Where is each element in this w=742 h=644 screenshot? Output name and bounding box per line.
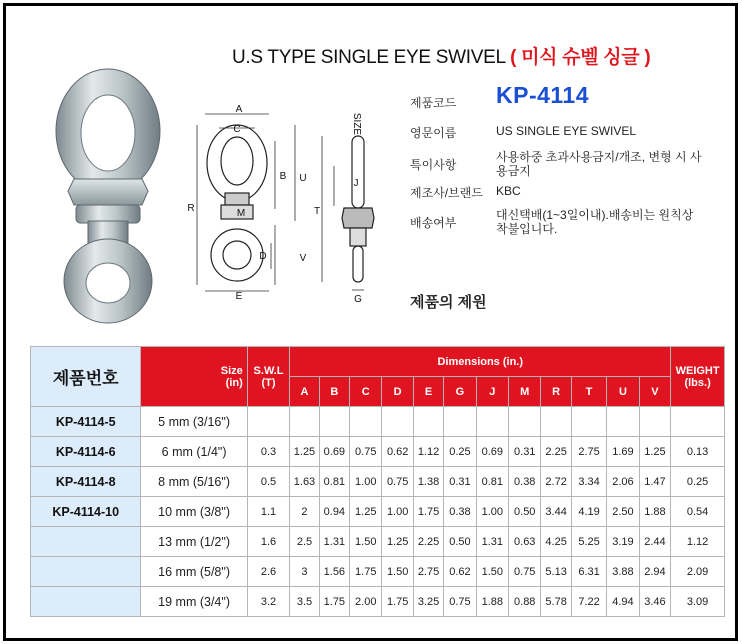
swl-cell: 3.2 xyxy=(247,587,290,617)
model-cell: KP-4114-6 xyxy=(31,437,141,467)
spec-key: 특이사항 xyxy=(410,158,457,172)
swl-cell: 0.3 xyxy=(247,437,290,467)
dim-cell: 3.5 xyxy=(290,587,319,617)
dim-cell: 0.31 xyxy=(509,437,541,467)
size-cell: 8 mm (5/16") xyxy=(141,467,247,497)
dim-column-header: E xyxy=(413,377,443,407)
dim-cell: 1.25 xyxy=(290,437,319,467)
dim-cell: 2.50 xyxy=(607,497,639,527)
size-cell: 10 mm (3/8") xyxy=(141,497,247,527)
dim-cell: 2.44 xyxy=(639,527,671,557)
dim-column-header: R xyxy=(541,377,571,407)
dim-cell: 0.75 xyxy=(509,557,541,587)
page-title xyxy=(232,42,650,69)
dim-cell xyxy=(509,407,541,437)
dim-cell: 2 xyxy=(290,497,319,527)
dim-cell: 1.00 xyxy=(382,497,413,527)
dim-column-header: D xyxy=(382,377,413,407)
dim-cell: 2.25 xyxy=(413,527,443,557)
dim-column-header: V xyxy=(639,377,671,407)
dim-cell xyxy=(382,407,413,437)
spec-key: 배송여부 xyxy=(410,216,457,230)
dim-cell: 0.63 xyxy=(509,527,541,557)
dim-cell xyxy=(319,407,349,437)
dim-cell: 3.44 xyxy=(541,497,571,527)
dim-cell: 1.00 xyxy=(476,497,508,527)
dim-column-header: C xyxy=(350,377,382,407)
swl-cell xyxy=(247,407,290,437)
dim-label-u: U xyxy=(299,173,307,184)
dim-cell: 4.94 xyxy=(607,587,639,617)
size-column-header xyxy=(141,347,247,407)
dim-cell xyxy=(350,407,382,437)
dim-cell: 0.38 xyxy=(444,497,476,527)
dim-cell: 0.25 xyxy=(444,437,476,467)
dim-cell: 1.88 xyxy=(639,497,671,527)
dim-cell: 5.13 xyxy=(541,557,571,587)
swl-cell: 0.5 xyxy=(247,467,290,497)
swl-column-header xyxy=(247,347,290,407)
swl-header-line1: S.W.L xyxy=(253,364,284,377)
swl-cell: 1.1 xyxy=(247,497,290,527)
weight-header-line2: (lbs.) xyxy=(684,376,711,389)
dim-cell xyxy=(476,407,508,437)
dim-column-header: G xyxy=(444,377,476,407)
size-header-line1: Size xyxy=(220,364,243,377)
dim-column-header: U xyxy=(607,377,639,407)
dim-cell: 1.75 xyxy=(319,587,349,617)
dim-column-header: J xyxy=(476,377,508,407)
model-cell: KP-4114-8 xyxy=(31,467,141,497)
product-photo xyxy=(36,61,186,331)
dim-cell: 3 xyxy=(290,557,319,587)
dim-cell: 5.78 xyxy=(541,587,571,617)
dim-cell: 1.56 xyxy=(319,557,349,587)
dim-cell: 1.47 xyxy=(639,467,671,497)
dim-cell: 2.06 xyxy=(607,467,639,497)
dim-cell: 2.25 xyxy=(541,437,571,467)
weight-cell: 2.09 xyxy=(671,557,725,587)
dim-cell: 1.38 xyxy=(413,467,443,497)
size-cell: 19 mm (3/4") xyxy=(141,587,247,617)
table-heading: 제품의 제원 xyxy=(410,294,487,311)
dim-cell: 5.25 xyxy=(571,527,606,557)
spec-key: 영문이름 xyxy=(410,126,457,140)
dim-label-b: B xyxy=(279,171,287,182)
dim-label-g: G xyxy=(354,294,362,305)
dim-cell: 0.88 xyxy=(509,587,541,617)
spec-key: 제조사/브랜드 xyxy=(410,186,483,200)
table-row xyxy=(31,467,725,497)
dim-cell: 1.25 xyxy=(639,437,671,467)
weight-cell: 0.13 xyxy=(671,437,725,467)
spec-key: 제품코드 xyxy=(410,96,457,110)
spec-value: 대신택배(1~3일이내).배송비는 원칙상 착불입니다. xyxy=(496,208,694,236)
dim-cell: 1.50 xyxy=(476,557,508,587)
table-row xyxy=(31,587,725,617)
dim-column-header: T xyxy=(571,377,606,407)
model-cell: KP-4114-5 xyxy=(31,407,141,437)
dim-cell xyxy=(607,407,639,437)
dim-cell: 0.75 xyxy=(444,587,476,617)
dim-cell: 1.50 xyxy=(382,557,413,587)
title-korean: ( 미식 슈벨 싱글 ) xyxy=(510,47,651,68)
weight-cell xyxy=(671,407,725,437)
dim-label-r: R xyxy=(187,203,195,214)
spec-value: KBC xyxy=(496,184,521,198)
dim-cell: 0.75 xyxy=(382,467,413,497)
size-cell: 5 mm (3/16") xyxy=(141,407,247,437)
dim-label-size: SIZE xyxy=(351,112,362,136)
table-row xyxy=(31,497,725,527)
front-dimension-diagram xyxy=(187,101,311,306)
dim-cell: 2.94 xyxy=(639,557,671,587)
model-cell xyxy=(31,587,141,617)
swl-header-line2: (T) xyxy=(261,376,276,389)
dim-cell: 3.19 xyxy=(607,527,639,557)
dim-cell: 1.69 xyxy=(607,437,639,467)
weight-cell: 0.25 xyxy=(671,467,725,497)
dim-label-t: T xyxy=(313,206,321,217)
dim-cell: 0.94 xyxy=(319,497,349,527)
dim-cell: 1.31 xyxy=(476,527,508,557)
dim-cell: 6.31 xyxy=(571,557,606,587)
dim-column-header: M xyxy=(509,377,541,407)
dim-cell: 0.38 xyxy=(509,467,541,497)
swl-cell: 2.6 xyxy=(247,557,290,587)
dim-cell: 0.62 xyxy=(444,557,476,587)
dim-cell: 0.50 xyxy=(509,497,541,527)
swl-cell: 1.6 xyxy=(247,527,290,557)
dim-cell: 2.72 xyxy=(541,467,571,497)
dim-label-j: J xyxy=(353,178,359,189)
table-row xyxy=(31,437,725,467)
model-column-header: 제품번호 xyxy=(31,347,141,407)
dim-cell: 0.31 xyxy=(444,467,476,497)
dim-cell: 0.69 xyxy=(476,437,508,467)
dim-cell: 1.75 xyxy=(413,497,443,527)
dim-cell: 1.88 xyxy=(476,587,508,617)
size-cell: 6 mm (1/4") xyxy=(141,437,247,467)
dim-cell: 2.00 xyxy=(350,587,382,617)
model-cell xyxy=(31,557,141,587)
dim-cell xyxy=(571,407,606,437)
weight-column-header xyxy=(671,347,725,407)
dim-cell: 3.25 xyxy=(413,587,443,617)
dim-cell: 3.46 xyxy=(639,587,671,617)
dim-cell: 2.5 xyxy=(290,527,319,557)
dim-cell: 4.25 xyxy=(541,527,571,557)
weight-cell: 3.09 xyxy=(671,587,725,617)
spec-sheet-frame xyxy=(3,3,738,641)
dim-cell: 0.81 xyxy=(319,467,349,497)
dim-cell: 0.81 xyxy=(476,467,508,497)
dim-label-m: M xyxy=(236,208,246,219)
table-row xyxy=(31,557,725,587)
dim-cell: 1.25 xyxy=(382,527,413,557)
dim-label-c: C xyxy=(233,124,241,135)
dim-cell: 1.31 xyxy=(319,527,349,557)
dim-cell: 3.34 xyxy=(571,467,606,497)
table-body xyxy=(31,407,725,617)
dim-label-d: D xyxy=(259,251,267,262)
dim-cell: 0.75 xyxy=(350,437,382,467)
dim-cell: 0.62 xyxy=(382,437,413,467)
spec-value: US SINGLE EYE SWIVEL xyxy=(496,124,637,138)
dim-cell xyxy=(444,407,476,437)
dim-cell: 1.75 xyxy=(382,587,413,617)
dim-cell xyxy=(413,407,443,437)
dim-cell: 2.75 xyxy=(413,557,443,587)
dim-cell: 2.75 xyxy=(571,437,606,467)
dim-cell: 1.63 xyxy=(290,467,319,497)
dim-label-a: A xyxy=(235,104,243,115)
table-row xyxy=(31,527,725,557)
model-cell xyxy=(31,527,141,557)
dim-cell: 0.69 xyxy=(319,437,349,467)
dim-label-e: E xyxy=(235,291,243,302)
weight-cell: 1.12 xyxy=(671,527,725,557)
title-english: U.S TYPE SINGLE EYE SWIVEL xyxy=(232,47,506,68)
dimensions-header: Dimensions (in.) xyxy=(290,347,671,377)
dim-cell: 1.50 xyxy=(350,527,382,557)
dim-cell: 0.50 xyxy=(444,527,476,557)
dim-cell xyxy=(541,407,571,437)
size-cell: 13 mm (1/2") xyxy=(141,527,247,557)
dim-cell: 1.75 xyxy=(350,557,382,587)
dim-cell: 7.22 xyxy=(571,587,606,617)
weight-header-line1: WEIGHT xyxy=(675,364,720,377)
dim-column-header: B xyxy=(319,377,349,407)
dim-cell: 1.25 xyxy=(350,497,382,527)
dim-cell: 1.00 xyxy=(350,467,382,497)
table-row xyxy=(31,407,725,437)
dim-label-v: V xyxy=(299,253,307,264)
spec-value: 사용하중 초과사용금지/개조, 변형 시 사용금지 xyxy=(496,150,702,178)
dimension-table xyxy=(30,346,725,617)
model-cell: KP-4114-10 xyxy=(31,497,141,527)
size-header-line2: (in) xyxy=(225,376,243,389)
dim-cell xyxy=(639,407,671,437)
size-cell: 16 mm (5/8") xyxy=(141,557,247,587)
dim-column-header: A xyxy=(290,377,319,407)
dim-cell xyxy=(290,407,319,437)
dim-cell: 3.88 xyxy=(607,557,639,587)
side-dimension-diagram xyxy=(314,106,394,306)
product-code: KP-4114 xyxy=(496,82,590,108)
dim-cell: 1.12 xyxy=(413,437,443,467)
weight-cell: 0.54 xyxy=(671,497,725,527)
dim-cell: 4.19 xyxy=(571,497,606,527)
